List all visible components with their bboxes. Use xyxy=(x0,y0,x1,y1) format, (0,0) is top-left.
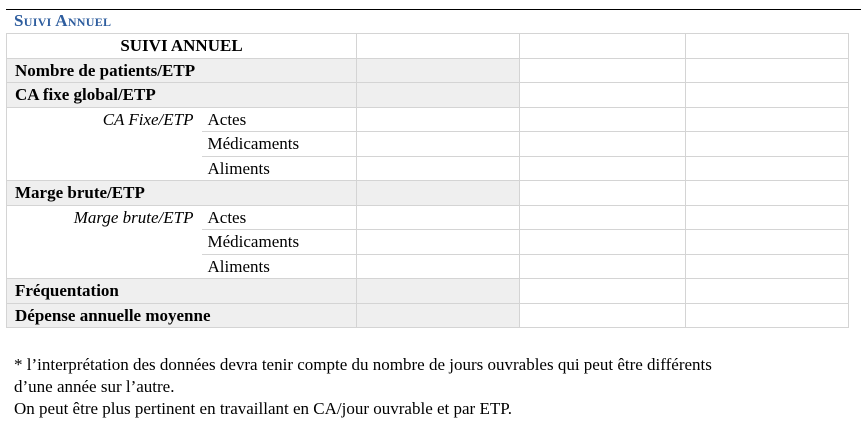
value-cell[interactable] xyxy=(520,279,686,304)
table-header-row xyxy=(7,34,849,59)
value-cell[interactable] xyxy=(686,34,849,59)
value-cell[interactable] xyxy=(686,279,849,304)
value-cell[interactable] xyxy=(357,181,520,206)
value-cell[interactable] xyxy=(357,58,520,83)
suivi-annuel-table xyxy=(6,33,849,328)
row-label-marge-sub: Marge brute/ETP xyxy=(7,205,202,279)
section-title: Suivi Annuel xyxy=(14,11,112,30)
row-sublabel: Médicaments xyxy=(202,132,357,157)
value-cell[interactable] xyxy=(686,83,849,108)
value-cell[interactable] xyxy=(357,230,520,255)
value-cell[interactable] xyxy=(357,107,520,132)
value-cell[interactable] xyxy=(520,34,686,59)
value-cell[interactable] xyxy=(357,303,520,328)
value-cell[interactable] xyxy=(520,254,686,279)
value-cell[interactable] xyxy=(686,181,849,206)
table-row xyxy=(7,303,849,328)
value-cell[interactable] xyxy=(686,156,849,181)
row-label-patients: Nombre de patients/ETP xyxy=(7,58,357,83)
value-cell[interactable] xyxy=(686,132,849,157)
table-row xyxy=(7,107,849,132)
value-cell[interactable] xyxy=(520,107,686,132)
row-label-ca-fixe: CA Fixe/ETP xyxy=(7,107,202,181)
value-cell[interactable] xyxy=(520,303,686,328)
value-cell[interactable] xyxy=(520,230,686,255)
top-rule xyxy=(6,9,861,10)
value-cell[interactable] xyxy=(520,132,686,157)
row-label-depense: Dépense annuelle moyenne xyxy=(7,303,357,328)
value-cell[interactable] xyxy=(686,107,849,132)
value-cell[interactable] xyxy=(686,254,849,279)
value-cell[interactable] xyxy=(520,83,686,108)
value-cell[interactable] xyxy=(357,254,520,279)
table-row xyxy=(7,205,849,230)
value-cell[interactable] xyxy=(520,181,686,206)
row-sublabel: Actes xyxy=(202,205,357,230)
table-row xyxy=(7,83,849,108)
value-cell[interactable] xyxy=(520,205,686,230)
footnote-line: d’une année sur l’autre. xyxy=(14,377,175,396)
row-sublabel: Aliments xyxy=(202,156,357,181)
footnotes xyxy=(14,354,864,420)
value-cell[interactable] xyxy=(520,156,686,181)
row-label-marge: Marge brute/ETP xyxy=(7,181,357,206)
value-cell[interactable] xyxy=(686,205,849,230)
value-cell[interactable] xyxy=(520,58,686,83)
table-row xyxy=(7,181,849,206)
value-cell[interactable] xyxy=(357,34,520,59)
table-row xyxy=(7,279,849,304)
value-cell[interactable] xyxy=(686,303,849,328)
value-cell[interactable] xyxy=(357,279,520,304)
value-cell[interactable] xyxy=(357,83,520,108)
footnote-line: On peut être plus pertinent en travaillant en CA/jour ouvrable et par ETP. xyxy=(14,399,513,418)
value-cell[interactable] xyxy=(357,205,520,230)
row-sublabel: Aliments xyxy=(202,254,357,279)
table-header: SUIVI ANNUEL xyxy=(7,34,357,59)
value-cell[interactable] xyxy=(357,156,520,181)
row-sublabel: Actes xyxy=(202,107,357,132)
value-cell[interactable] xyxy=(686,58,849,83)
row-sublabel: Médicaments xyxy=(202,230,357,255)
value-cell[interactable] xyxy=(357,132,520,157)
row-label-frequentation: Fréquentation xyxy=(7,279,357,304)
row-label-ca-global: CA fixe global/ETP xyxy=(7,83,357,108)
table-row xyxy=(7,58,849,83)
value-cell[interactable] xyxy=(686,230,849,255)
footnote-line: * l’interprétation des données devra tenir compte du nombre de jours ouvrables qui peut être différents xyxy=(14,355,712,374)
